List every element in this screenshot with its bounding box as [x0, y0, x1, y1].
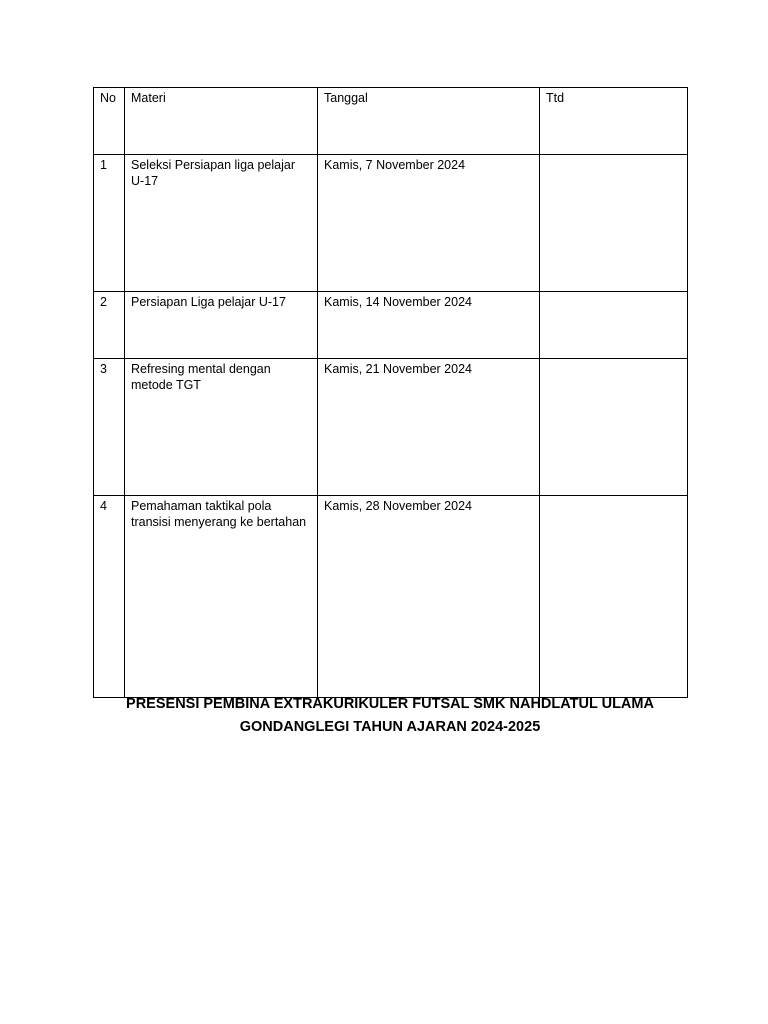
cell-ttd [540, 155, 688, 292]
cell-materi: Persiapan Liga pelajar U-17 [125, 292, 318, 359]
table-row [94, 359, 688, 496]
cell-ttd [540, 292, 688, 359]
cell-ttd [540, 496, 688, 698]
cell-no: 2 [94, 292, 125, 359]
cell-no: 3 [94, 359, 125, 496]
table-row [94, 155, 688, 292]
header-tanggal: Tanggal [318, 88, 540, 155]
table-row [94, 496, 688, 698]
header-ttd: Ttd [540, 88, 688, 155]
cell-tanggal: Kamis, 28 November 2024 [318, 496, 540, 698]
header-materi: Materi [125, 88, 318, 155]
cell-ttd [540, 359, 688, 496]
cell-tanggal: Kamis, 21 November 2024 [318, 359, 540, 496]
cell-materi: Seleksi Persiapan liga pelajar U-17 [125, 155, 318, 292]
table-row [94, 292, 688, 359]
document-title [93, 693, 687, 739]
title-line-2: GONDANGLEGI TAHUN AJARAN 2024-2025 [239, 719, 541, 735]
title-line-1: PRESENSI PEMBINA EXTRAKURIKULER FUTSAL SMK NAHDLATUL ULAMA [126, 696, 654, 712]
cell-no: 1 [94, 155, 125, 292]
cell-materi: Refresing mental dengan metode TGT [125, 359, 318, 496]
table-header-row [94, 88, 688, 155]
attendance-table [93, 87, 688, 698]
cell-tanggal: Kamis, 14 November 2024 [318, 292, 540, 359]
cell-no: 4 [94, 496, 125, 698]
cell-tanggal: Kamis, 7 November 2024 [318, 155, 540, 292]
cell-materi: Pemahaman taktikal pola transisi menyerang ke bertahan [125, 496, 318, 698]
header-no: No [94, 88, 125, 155]
